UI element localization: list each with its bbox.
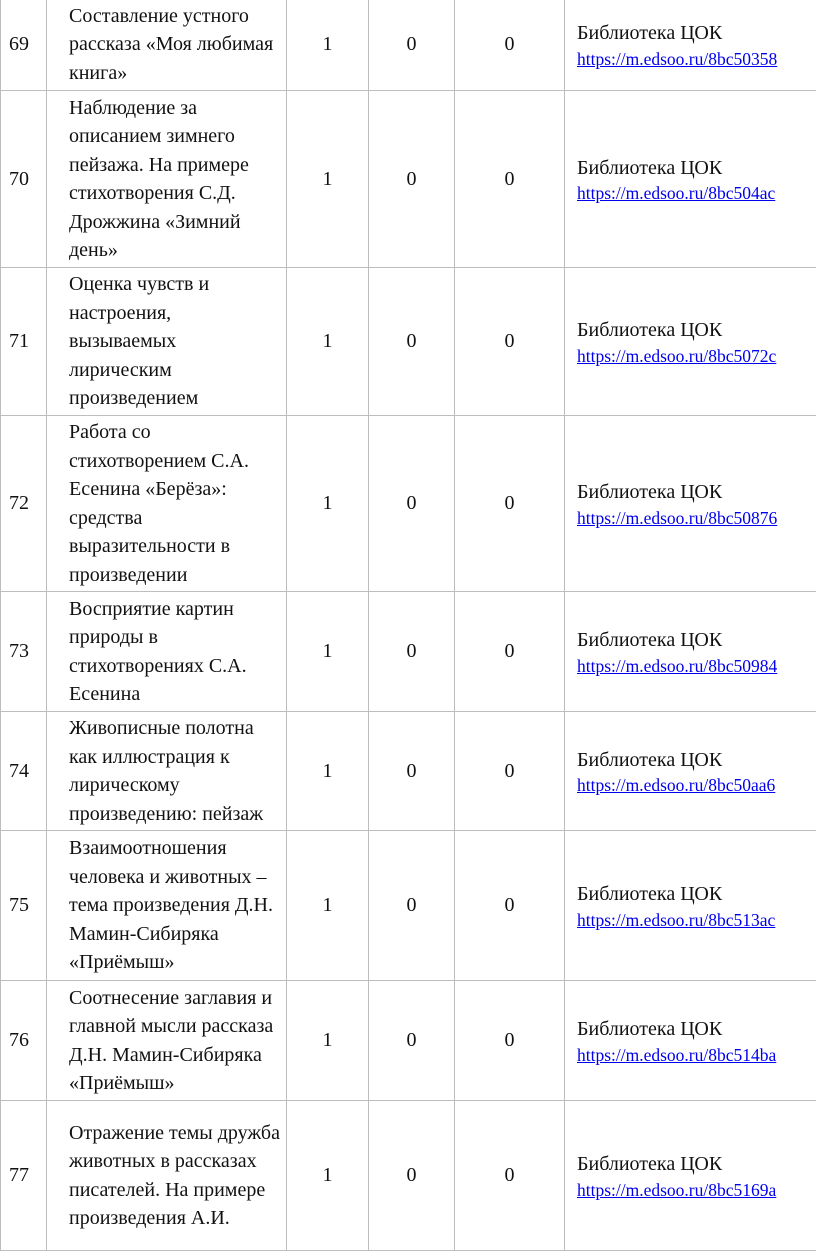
resource-cell bbox=[565, 712, 816, 831]
lesson-topic-text: Взаимоотношения человека и животных – тема произведения Д.Н. Мамин-Сибиряка «Приёмыш» bbox=[69, 834, 282, 977]
table-row bbox=[1, 712, 816, 831]
table-row bbox=[1, 831, 816, 981]
hours-practice: 0 bbox=[455, 1101, 565, 1251]
lesson-topic-text: Оценка чувств и настроения, вызываемых лирическим произведением bbox=[69, 270, 282, 413]
table-row bbox=[1, 592, 816, 712]
resource-link[interactable]: https://m.edsoo.ru/8bc50aa6 bbox=[577, 774, 816, 796]
hours-total: 1 bbox=[287, 831, 369, 981]
lesson-topic bbox=[47, 981, 287, 1101]
library-label: Библиотека ЦОК bbox=[577, 746, 816, 775]
resource-link[interactable]: https://m.edsoo.ru/8bc504ac bbox=[577, 182, 816, 204]
resource-link[interactable]: https://m.edsoo.ru/8bc5169a bbox=[577, 1179, 816, 1201]
lesson-topic bbox=[47, 592, 287, 712]
library-label: Библиотека ЦОК bbox=[577, 1150, 816, 1179]
resource-cell bbox=[565, 91, 816, 268]
table-row bbox=[1, 416, 816, 592]
lesson-number: 74 bbox=[1, 712, 47, 831]
hours-practice: 0 bbox=[455, 981, 565, 1101]
lesson-topic-text: Составление устного рассказа «Моя любимая книга» bbox=[69, 2, 282, 88]
lesson-topic bbox=[47, 91, 287, 268]
library-label: Библиотека ЦОК bbox=[577, 316, 816, 345]
lesson-topic bbox=[47, 0, 287, 91]
hours-practice: 0 bbox=[455, 416, 565, 592]
resource-link[interactable]: https://m.edsoo.ru/8bc513ac bbox=[577, 909, 816, 931]
library-label: Библиотека ЦОК bbox=[577, 1015, 816, 1044]
lesson-number: 69 bbox=[1, 0, 47, 91]
resource-cell bbox=[565, 981, 816, 1101]
library-label: Библиотека ЦОК bbox=[577, 880, 816, 909]
hours-practice: 0 bbox=[455, 91, 565, 268]
lesson-topic bbox=[47, 831, 287, 981]
hours-practice: 0 bbox=[455, 592, 565, 712]
hours-total: 1 bbox=[287, 416, 369, 592]
resource-cell bbox=[565, 592, 816, 712]
hours-total: 1 bbox=[287, 268, 369, 416]
table-row bbox=[1, 268, 816, 416]
hours-control: 0 bbox=[369, 712, 455, 831]
library-label: Библиотека ЦОК bbox=[577, 19, 816, 48]
hours-practice: 0 bbox=[455, 831, 565, 981]
resource-link[interactable]: https://m.edsoo.ru/8bc50984 bbox=[577, 655, 816, 677]
hours-control: 0 bbox=[369, 1101, 455, 1251]
lesson-number: 77 bbox=[1, 1101, 47, 1251]
library-label: Библиотека ЦОК bbox=[577, 478, 816, 507]
hours-total: 1 bbox=[287, 91, 369, 268]
hours-control: 0 bbox=[369, 91, 455, 268]
table-row bbox=[1, 0, 816, 91]
lesson-topic-text: Восприятие картин природы в стихотворениях С.А. Есенина bbox=[69, 595, 282, 709]
hours-practice: 0 bbox=[455, 712, 565, 831]
library-label: Библиотека ЦОК bbox=[577, 626, 816, 655]
resource-cell bbox=[565, 0, 816, 91]
lesson-topic-text: Работа со стихотворением С.А. Есенина «Берёза»: средства выразительности в произведении bbox=[69, 418, 282, 589]
hours-control: 0 bbox=[369, 981, 455, 1101]
lesson-topic bbox=[47, 1101, 287, 1251]
lesson-number: 70 bbox=[1, 91, 47, 268]
lesson-number: 75 bbox=[1, 831, 47, 981]
hours-practice: 0 bbox=[455, 268, 565, 416]
resource-cell bbox=[565, 416, 816, 592]
lesson-topic bbox=[47, 268, 287, 416]
hours-total: 1 bbox=[287, 1101, 369, 1251]
hours-control: 0 bbox=[369, 831, 455, 981]
hours-practice: 0 bbox=[455, 0, 565, 91]
lesson-number: 76 bbox=[1, 981, 47, 1101]
resource-cell bbox=[565, 268, 816, 416]
hours-control: 0 bbox=[369, 416, 455, 592]
hours-total: 1 bbox=[287, 0, 369, 91]
resource-cell bbox=[565, 831, 816, 981]
library-label: Библиотека ЦОК bbox=[577, 154, 816, 183]
hours-control: 0 bbox=[369, 0, 455, 91]
resource-link[interactable]: https://m.edsoo.ru/8bc50876 bbox=[577, 507, 816, 529]
hours-total: 1 bbox=[287, 712, 369, 831]
lesson-topic bbox=[47, 416, 287, 592]
resource-cell bbox=[565, 1101, 816, 1251]
table-row bbox=[1, 1101, 816, 1251]
lesson-topic-text: Наблюдение за описанием зимнего пейзажа. На примере стихотворения С.Д. Дрожжина «Зимний день» bbox=[69, 94, 282, 265]
table-row bbox=[1, 981, 816, 1101]
table-row bbox=[1, 91, 816, 268]
hours-control: 0 bbox=[369, 268, 455, 416]
hours-control: 0 bbox=[369, 592, 455, 712]
lesson-number: 73 bbox=[1, 592, 47, 712]
hours-total: 1 bbox=[287, 981, 369, 1101]
resource-link[interactable]: https://m.edsoo.ru/8bc514ba bbox=[577, 1044, 816, 1066]
lesson-number: 72 bbox=[1, 416, 47, 592]
resource-link[interactable]: https://m.edsoo.ru/8bc50358 bbox=[577, 48, 816, 70]
lesson-topic-text: Отражение темы дружба животных в рассказах писателей. На примере произведения А.И. bbox=[69, 1119, 282, 1233]
lesson-topic bbox=[47, 712, 287, 831]
hours-total: 1 bbox=[287, 592, 369, 712]
lesson-topic-text: Живописные полотна как иллюстрация к лирическому произведению: пейзаж bbox=[69, 714, 282, 828]
lesson-number: 71 bbox=[1, 268, 47, 416]
lesson-topic-text: Соотнесение заглавия и главной мысли рассказа Д.Н. Мамин-Сибиряка «Приёмыш» bbox=[69, 984, 282, 1098]
resource-link[interactable]: https://m.edsoo.ru/8bc5072c bbox=[577, 345, 816, 367]
